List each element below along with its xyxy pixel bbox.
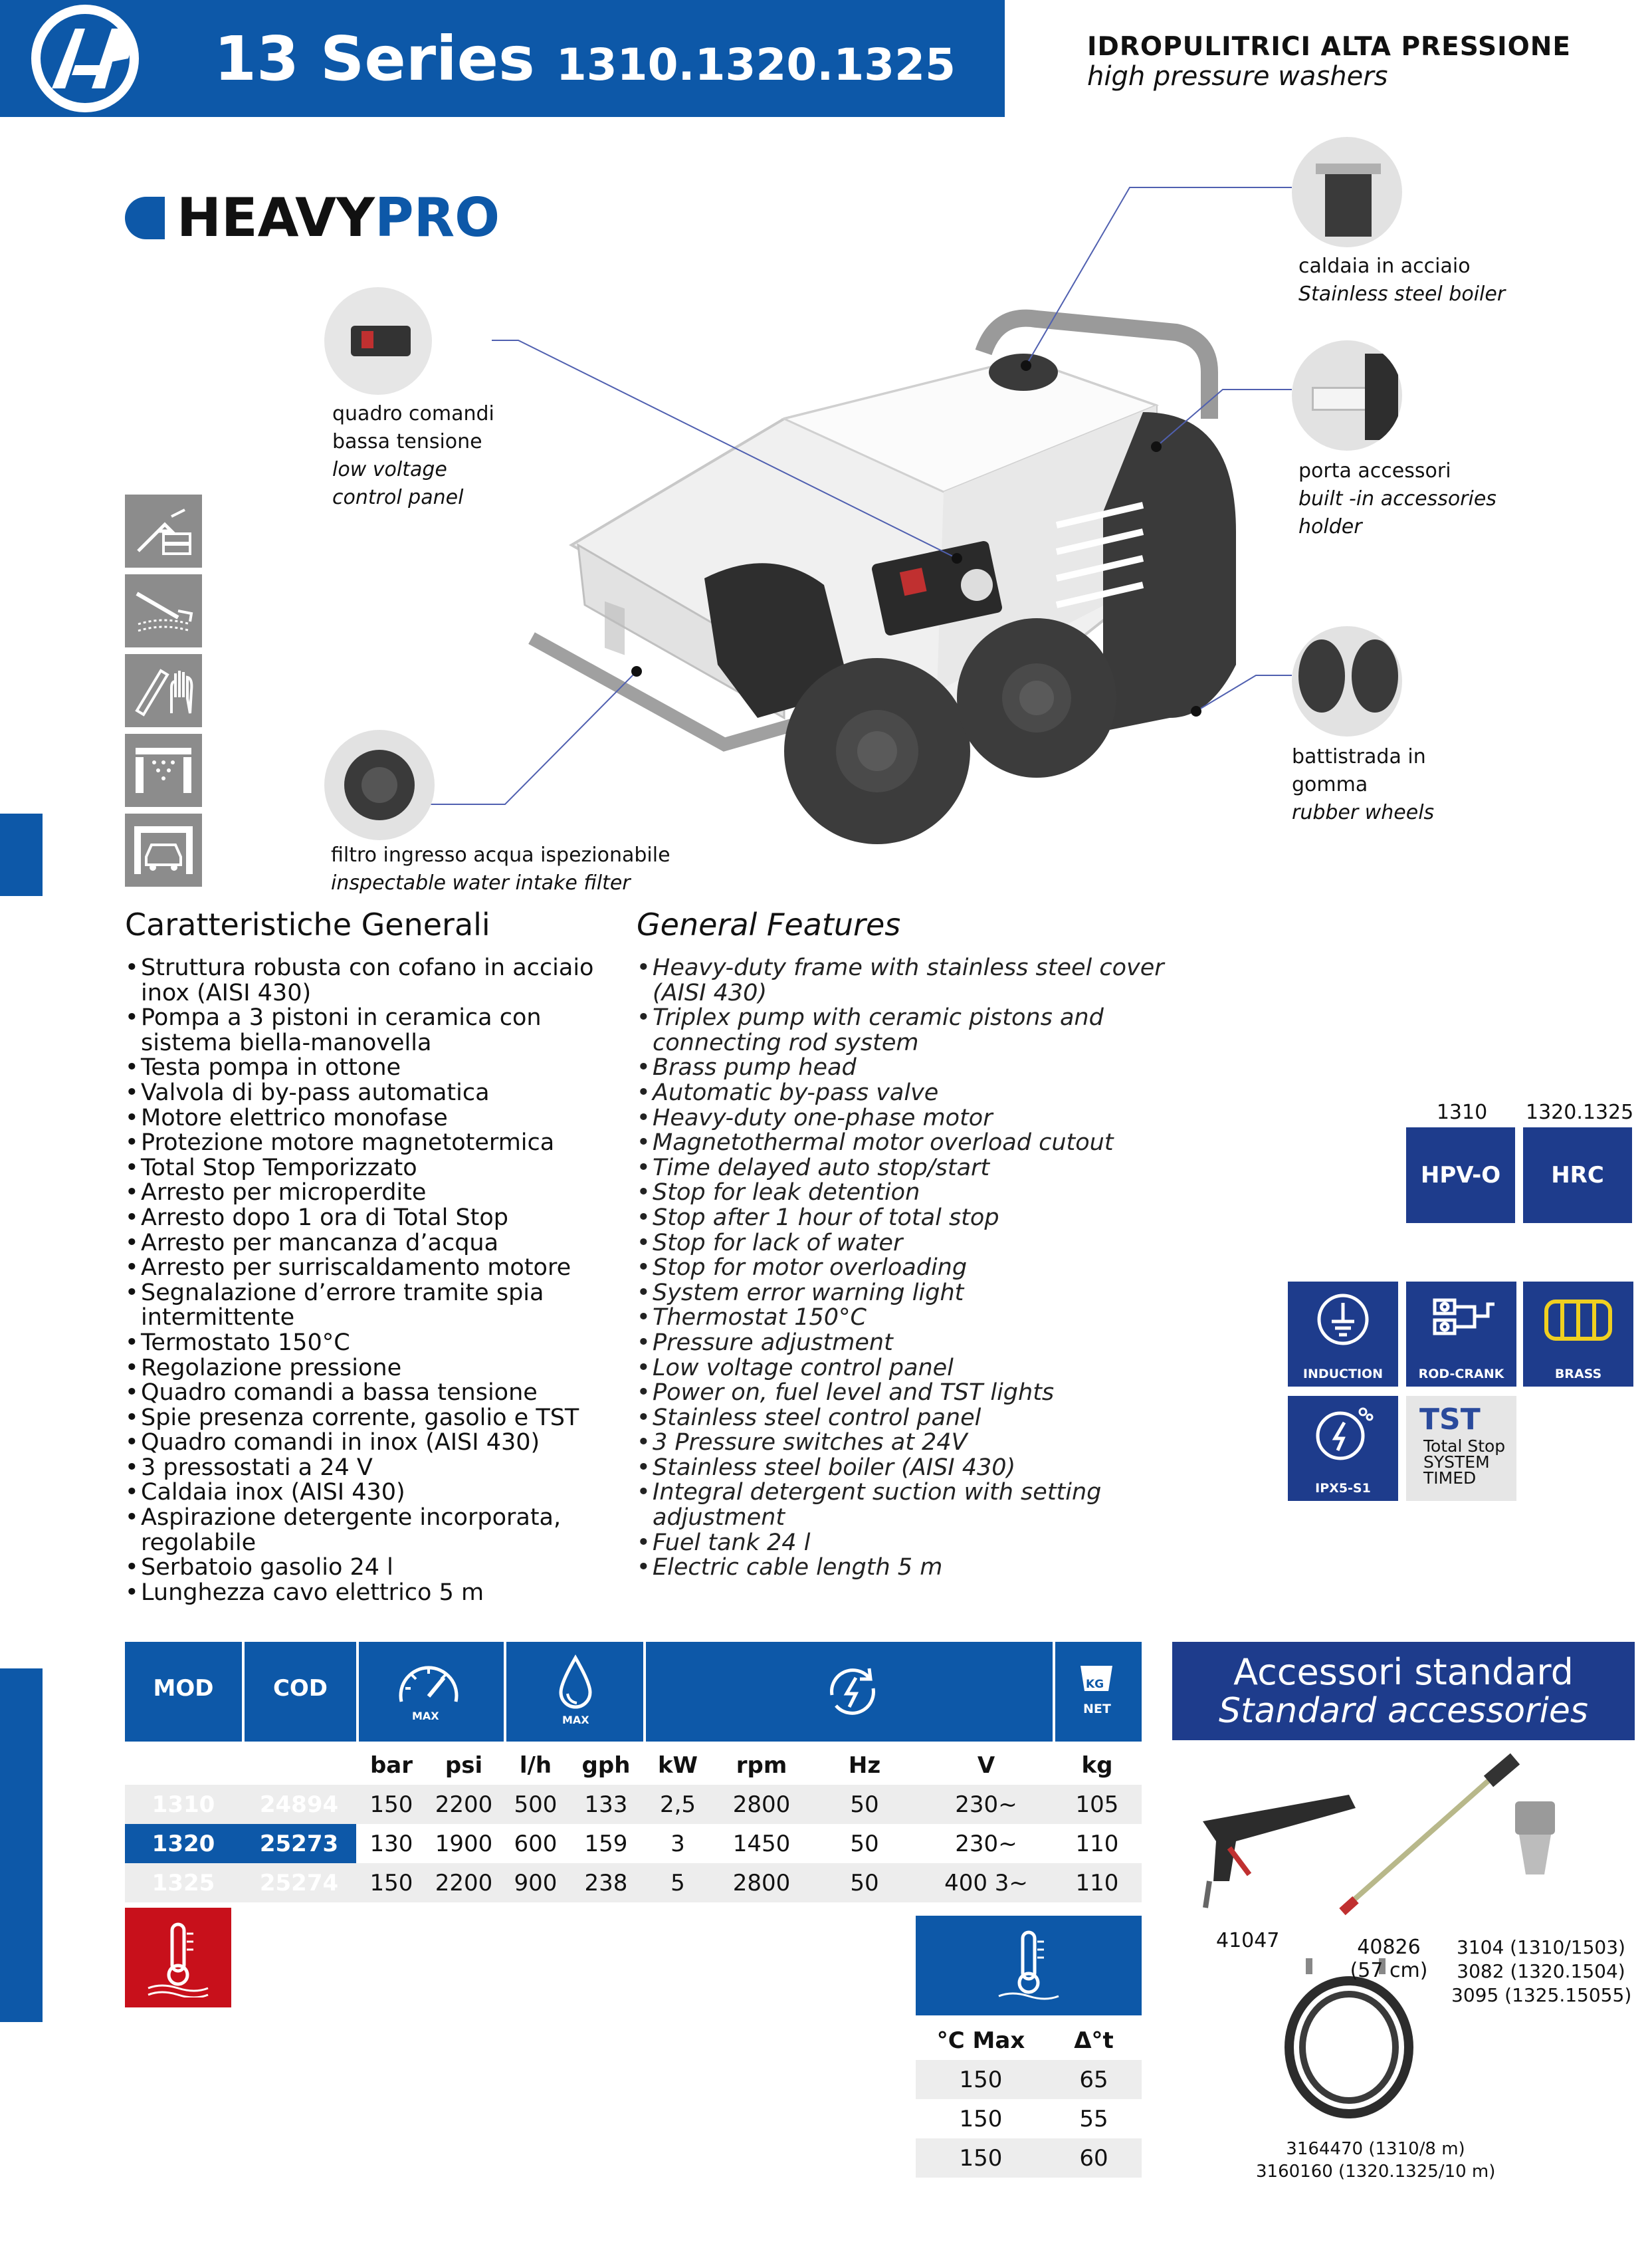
side-tab-marker-lower: [0, 1668, 43, 2022]
hose-codes: 3164470 (1310/8 m) 3160160 (1320.1325/10 m): [1256, 2139, 1496, 2182]
brass-icon: [1538, 1291, 1618, 1348]
col-mod: MOD: [153, 1675, 214, 1702]
feature-item: • Arresto per mancanza d’acqua: [125, 1231, 593, 1256]
category-it: IDROPULITRICI ALTA PRESSIONE: [1087, 32, 1572, 62]
nozzle-icon: [1502, 1795, 1568, 1881]
accessories-title-it: Accessori standard: [1233, 1651, 1574, 1693]
feature-item: • Stainless steel control panel: [637, 1406, 1164, 1431]
tst-icon: TST: [1419, 1403, 1481, 1436]
feature-item: • Stop for lack of water: [637, 1231, 1164, 1256]
units-row: bar psi l/h gph kW rpm Hz V kg: [369, 1752, 1113, 1779]
induction-badge: INDUCTION: [1288, 1282, 1398, 1387]
table-row: 1325 25274 150 2200 900 238 5 2800 50 400 3~ 110: [125, 1863, 1142, 1902]
callout-boiler: caldaia in acciaio Stainless steel boiler: [1298, 255, 1506, 306]
pump-label-1320-1325: 1320.1325: [1526, 1101, 1634, 1124]
feature-item: • Valvola di by-pass automatica: [125, 1081, 593, 1106]
spec-table: [125, 1746, 1142, 1902]
feature-item: adjustment: [653, 1504, 785, 1531]
water-drop-icon: [556, 1654, 595, 1716]
feature-item: • Aspirazione detergente incorporata,: [125, 1506, 593, 1531]
thermometer-icon: [125, 1908, 231, 2007]
control-panel-detail: [324, 287, 432, 395]
feature-item: • Pompa a 3 pistoni in ceramica con: [125, 1006, 593, 1031]
table-row: 1320 25273 130 1900 600 159 3 1450 50 230~ 110: [125, 1824, 1142, 1863]
feature-item: • Arresto dopo 1 ora di Total Stop: [125, 1206, 593, 1231]
feature-item: • Low voltage control panel: [637, 1356, 1164, 1381]
feature-item: • Pressure adjustment: [637, 1331, 1164, 1356]
col-cod: COD: [272, 1675, 328, 1702]
callout-control-panel: quadro comandi bassa tensione low voltage control panel: [332, 402, 494, 509]
cycle-bolt-icon: [823, 1662, 882, 1724]
feature-item: regolabile: [141, 1529, 257, 1556]
feature-item: • 3 pressostati a 24 V: [125, 1456, 593, 1481]
feature-item: sistema biella-manovella: [141, 1029, 432, 1056]
product-line-title: HEAVYPRO: [177, 187, 500, 249]
feature-item: • Thermostat 150°C: [637, 1305, 1164, 1331]
temp-table-header: [916, 1916, 1142, 2015]
temp-header-row: °C Max Δ°t: [936, 2027, 1114, 2054]
feature-item: • Power on, fuel level and TST lights: [637, 1381, 1164, 1406]
feature-item: • Termostato 150°C: [125, 1331, 593, 1356]
callout-accessories-holder: porta accessori built -in accessories holder: [1298, 459, 1496, 538]
feature-item: • Fuel tank 24 l: [637, 1531, 1164, 1556]
feature-item: intermittente: [141, 1304, 295, 1331]
feature-item: • Stop after 1 hour of total stop: [637, 1206, 1164, 1231]
feature-item: • Stop for leak detention: [637, 1181, 1164, 1206]
accessories-holder-detail: [1292, 340, 1402, 451]
lance-icon: [1329, 1748, 1528, 1921]
table-row: 150 55: [959, 2105, 1108, 2132]
boiler-detail: [1292, 137, 1402, 247]
thermometer-icon: [992, 1926, 1065, 2005]
features-en-list: [637, 956, 1164, 1581]
feature-item: • Time delayed auto stop/start: [637, 1156, 1164, 1181]
temp-table: [916, 2021, 1142, 2178]
feature-item: • Quadro comandi in inox (AISI 430): [125, 1430, 593, 1456]
feature-item: • Stainless steel boiler (AISI 430): [637, 1456, 1164, 1481]
table-row: 1310 24894 150 2200 500 133 2,5 2800 50 230~ 105: [125, 1785, 1142, 1824]
lance-code: 40826 (57 cm): [1350, 1936, 1428, 1982]
table-row: 150 60: [916, 2138, 1142, 2178]
feature-item: • Total Stop Temporizzato: [125, 1156, 593, 1181]
feature-item: • Brass pump head: [637, 1056, 1164, 1081]
gun-code: 41047: [1216, 1929, 1280, 1952]
nozzle-codes: 3104 (1310/1503) 3082 (1320.1504) 3095 (1325.15055): [1451, 1936, 1632, 2006]
ipx-badge: IPX5-S1: [1288, 1396, 1398, 1501]
feature-item: • Heavy-duty frame with stainless steel cover: [637, 956, 1164, 981]
feature-item: connecting rod system: [653, 1029, 919, 1056]
feature-item: • Integral detergent suction with setting: [637, 1480, 1164, 1506]
table-row: 150 65: [916, 2060, 1142, 2099]
rod-crank-badge: ROD-CRANK: [1406, 1282, 1516, 1387]
feature-item: • Motore elettrico monofase: [125, 1106, 593, 1131]
pump-badge-hrc: HRC: [1523, 1127, 1632, 1223]
feature-item: • Caldaia inox (AISI 430): [125, 1480, 593, 1506]
feature-item: • Arresto per microperdite: [125, 1181, 593, 1206]
gauge-icon: [392, 1662, 465, 1711]
category-en: high pressure washers: [1087, 61, 1388, 92]
kg-badge-text: KG: [1086, 1678, 1104, 1691]
feature-item: • Spie presenza corrente, gasolio e TST: [125, 1406, 593, 1431]
feature-item: • Automatic by-pass valve: [637, 1081, 1164, 1106]
feature-item: • 3 Pressure switches at 24V: [637, 1430, 1164, 1456]
tst-badge: [1406, 1396, 1516, 1501]
feature-item: (AISI 430): [653, 979, 768, 1006]
pump-label-1310: 1310: [1436, 1101, 1488, 1124]
feature-item: • Arresto per surriscaldamento motore: [125, 1256, 593, 1281]
series-models: 1310.1320.1325: [556, 39, 956, 90]
feature-item: • Testa pompa in ottone: [125, 1056, 593, 1081]
ipx-icon: [1311, 1403, 1375, 1466]
feature-item: • Electric cable length 5 m: [637, 1555, 1164, 1581]
filter-detail: [324, 730, 435, 840]
feature-item: • Triplex pump with ceramic pistons and: [637, 1006, 1164, 1031]
feature-item: • Segnalazione d’errore tramite spia: [125, 1281, 593, 1306]
net-label: NET: [1083, 1702, 1111, 1716]
feature-item: • Magnetothermal motor overload cutout: [637, 1131, 1164, 1156]
feature-item: • Protezione motore magnetotermica: [125, 1131, 593, 1156]
callout-wheels: battistrada in gomma rubber wheels: [1292, 745, 1435, 824]
induction-icon: [1314, 1291, 1372, 1348]
feature-item: • Regolazione pressione: [125, 1356, 593, 1381]
feature-item: • Quadro comandi a bassa tensione: [125, 1381, 593, 1406]
wheels-detail: [1292, 626, 1402, 737]
brass-badge: BRASS: [1523, 1282, 1633, 1387]
feature-item: • System error warning light: [637, 1281, 1164, 1306]
feature-item: • Heavy-duty one-phase motor: [637, 1106, 1164, 1131]
pressure-max-label: MAX: [412, 1710, 439, 1722]
feature-item: • Stop for motor overloading: [637, 1256, 1164, 1281]
accessories-title-en: Standard accessories: [1219, 1691, 1588, 1731]
tst-text: Total Stop SYSTEM TIMED: [1423, 1436, 1506, 1488]
flow-max-label: MAX: [562, 1714, 589, 1726]
feature-item: • Serbatoio gasolio 24 l: [125, 1555, 593, 1581]
callout-filter: filtro ingresso acqua ispezionabile inspectable water intake filter: [331, 844, 670, 895]
feature-item: • Struttura robusta con cofano in acciaio: [125, 956, 593, 981]
features-it-title: Caratteristiche Generali: [125, 907, 490, 943]
series-title: 13 Series 1310.1320.1325: [214, 23, 956, 94]
features-it-list: [125, 956, 593, 1605]
rod-crank-icon: [1421, 1291, 1501, 1348]
feature-item: inox (AISI 430): [141, 979, 312, 1006]
feature-item: • Lunghezza cavo elettrico 5 m: [125, 1581, 593, 1606]
features-en-title: General Features: [637, 907, 901, 943]
pump-badge-hpvo: HPV-O: [1406, 1127, 1515, 1223]
